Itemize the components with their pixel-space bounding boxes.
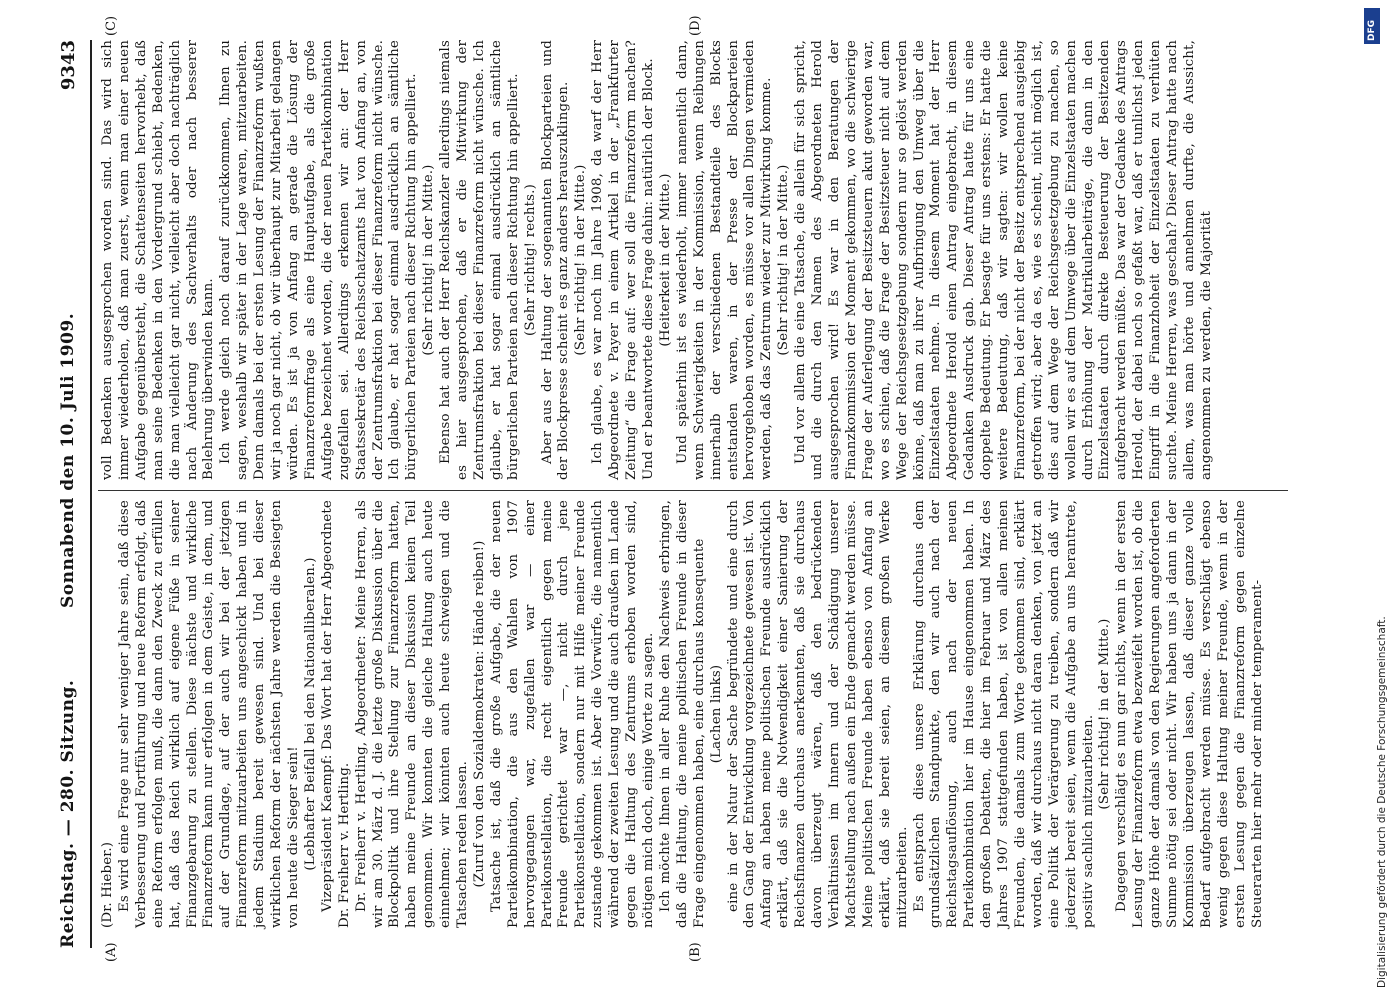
- paragraph: (Heiterkeit in der Mitte.): [657, 173, 673, 347]
- paragraph: (Lachen links): [708, 664, 724, 764]
- column-divider: [98, 490, 1288, 491]
- paragraph: Es entsprach diese unsere Erklärung durchaus dem grundsätzlichen Standpunkte, den wir auch nach der Reichstagsauflösung, auch nach der neuen Parteikombination hier im Hause eingenommen haben. In den großen Debatten, die hier im Februar und März des Jahres 1907 stattgefunden haben, ist von allen meinen Freunden, die damals zum Worte gekommen sind, erklärt worden, daß wir durchaus nicht daran denken, von jetzt an eine Politik der Verärgerung zu treiben, sondern daß wir jederzeit bereit seien, wenn die Aufgabe an uns herantrete, positiv sachlich mitzuarbeiten.: [911, 500, 1096, 928]
- paragraph: Aber aus der Haltung der sogenannten Blockparteien und der Blockpresse scheint es ganz anders herauszuklingen.: [539, 40, 572, 480]
- session-date: Sonnabend den 10. Juli 1909.: [58, 312, 78, 608]
- page-number: 9343: [58, 40, 79, 91]
- digitization-sidebar: [1362, 8, 1388, 998]
- paragraph: (Sehr richtig! in der Mitte.): [421, 164, 437, 356]
- paragraph: (Sehr richtig! rechts.): [522, 184, 538, 336]
- paragraph: (Sehr richtig! in der Mitte.): [573, 164, 589, 356]
- right-text-column: [100, 40, 1285, 480]
- margin-marker-d: (D): [688, 15, 703, 36]
- margin-marker-b: (B): [688, 942, 703, 962]
- page-header: [50, 40, 92, 948]
- paragraph: (Dr. Hieber.): [100, 841, 115, 928]
- paragraph: (Sehr richtig! in der Mitte.): [776, 164, 792, 356]
- dfg-credit-text: Digitalisierung gefördert durch die Deutsche Forschungsgemeinschaft.: [1376, 616, 1388, 988]
- paragraph: Und späterhin ist es wiederholt, immer namentlich dann, wenn Schwierigkeiten in der Kommission, wenn Reibungen innerhalb der verschiedenen Bestandteile des Blocks entstanden waren, in der Presse der Blockparteien hervorgehoben worden, es müsse vor allen Dingen vermieden werden, daß das Zentrum wieder zur Mitwirkung komme.: [674, 40, 775, 480]
- paragraph: Dr. Freiherr v. Hertling, Abgeordneter: Meine Herren, als wir am 30. März d. J. die letzte große Diskussion über die Blockpolitik und ihre Stellung zur Finanzreform hatten, haben meine Freunde an dieser Diskussion keinen Teil genommen. Wir konnten die gleiche Haltung auch heute einnehmen; wir könnten auch heute schweigen und die Tatsachen reden lassen.: [353, 500, 471, 928]
- session-title: Reichstag. — 280. Sitzung.: [58, 679, 78, 948]
- paragraph: Und vor allem die eine Tatsache, die allein für sich spricht, und die durch den Namen des Abgeordneten Herold ausgesprochen wird! Es war in den Beratungen der Finanzkommission der Moment gekommen, wo die schwierige Frage der Auferlegung der Besitzsteuern akut geworden war, wo es schien, daß die Frage der Besitzsteuer nicht auf dem Wege der Reichsgesetzgebung sondern nur so gelöst werden könne, daß man zu ihrer Aufbringung den Umweg über die Einzelstaaten nehme. In diesem Moment hat der Herr Abgeordnete Herold einen Antrag eingebracht, in diesem Gedanken Ausdruck gab. Dieser Antrag hatte für uns eine doppelte Bedeutung. Er besagte für uns erstens: Er hatte die weitere Bedeutung, daß wir sagten: wir wollen keine Finanzreform, bei der nicht der Besitz entsprechend ausgiebig getroffen wird; aber da es, wie es scheint, nicht möglich ist, dies auf dem Wege der Reichsgesetzgebung zu machen, so wollen wir es auf dem Umwege über die Einzelstaaten machen durch Erhöhung der Matrikularbeiträge, die dann in den Einzelstaaten durch direkte Besteuerung der Besitzenden aufgebracht werden müßte. Das war der Gedanke des Antrags Herold, der dabei noch so gefaßt war, daß er tunlichst jeden Eingriff in die Finanzhoheit der Einzelstaaten zu verhüten suchte. Meine Herren, was geschah? Dieser Antrag hatte nach allem, was man hörte und annehmen durfte, die Aussicht, angenommen zu werden, die Majorität: [793, 40, 1214, 480]
- paragraph: (Sehr richtig! in der Mitte.): [1097, 618, 1113, 810]
- paragraph: Vizepräsident Kaempf: Das Wort hat der Herr Abgeordnete Dr. Freiherr v. Hertling.: [319, 500, 352, 928]
- dfg-logo: DFG: [1364, 8, 1380, 44]
- paragraph: Ich möchte Ihnen in aller Ruhe den Nachweis erbringen, daß die Haltung, die meine politischen Freunde in dieser Frage eingenommen haben, eine durchaus konsequente: [657, 500, 707, 928]
- left-text-column: [100, 500, 1285, 928]
- paragraph: Ebenso hat auch der Herr Reichskanzler allerdings niemals es hier ausgesprochen, daß er die Mitwirkung der Zentrumsfraktion bei dieser Finanzreform nicht wünsche. Ich glaube, er hat sogar einmal ausdrücklich an sämtliche bürgerlichen Parteien nach dieser Richtung hin appelliert.: [438, 40, 521, 480]
- paragraph: (Zuruf von den Sozialdemokraten: Hände reiben!): [471, 540, 487, 888]
- paragraph: Ich glaube, es war noch im Jahre 1908, da warf der Herr Abgeordnete v. Payer in einem Artikel in der „Frankfurter Zeitung“ die Frage auf: wer soll die Finanzreform machen? Und er beantwortete diese Frage dahin: natürlich der Block.: [590, 40, 656, 480]
- paragraph: Ich werde gleich noch darauf zurückkommen, Ihnen zu sagen, weshalb wir später in der Lage waren, mitzuarbeiten. Denn damals bei der ersten Lesung der Finanzreform wußten wir ja noch gar nicht, ob wir überhaupt zur Mitarbeit gelangen würden. Es ist ja von Anfang an gerade die Lösung der Finanzreformfrage als eine Hauptaufgabe, als die große Aufgabe bezeichnet worden, die der neuen Parteikombination zugefallen sei. Allerdings erkennen wir an: der Herr Staatssekretär des Reichsschatzamts hat von Anfang an, von der Zentrumsfraktion bei dieser Finanzreform nicht wünsche. Ich glaube, er hat sogar einmal ausdrücklich an sämtliche bürgerlichen Parteien nach dieser Richtung hin appelliert.: [218, 40, 420, 480]
- paragraph: Es wird eine Frage nur sehr weniger Jahre sein, daß diese Verbesserung und Fortführung und neue Reform erfolgt, daß eine Reform erfolgen muß, die dann den Zweck zu erfüllen hat, daß das Reich wirklich auf eigene Füße in seiner Finanzgebarung zu stellen. Diese nächste und wirkliche Finanzreform kann nur erfolgen in dem Geiste, in dem, und auf der Grundlage, auf der auch wir bei der jetzigen Finanzreform mitzuarbeiten uns angeschickt haben und in jedem Stadium bereit gewesen sind. Und bei dieser wirklichen Reform der nächsten Jahre werden die Besiegten von heute die Sieger sein!: [116, 500, 301, 928]
- paragraph: Dagegen verschlägt es nun gar nichts, wenn in der ersten Lesung der Finanzreform etwa bezweifelt worden ist, ob die ganze Höhe der damals von den Regierungen angeforderten Summe nötig sei oder nicht. Wir haben uns ja dann in der Kommission überzeugen lassen, daß dieser ganze volle Bedarf aufgebracht werden müsse. Es verschlägt ebenso wenig gegen diese Haltung meiner Freunde, wenn in der ersten Lesung gegen die Finanzreform gegen einzelne Steuerarten hier mehr oder minder temperament-: [1114, 500, 1265, 928]
- margin-marker-c: (C): [104, 15, 119, 36]
- paragraph: voll Bedenken ausgesprochen worden sind. Das wird sich immer wiederholen, daß man zuerst, wenn man einer neuen Aufgabe gegenübersteht, die Schattenseiten hervorhebt, daß man seine Bedenken in den Vordergrund schiebt, Bedenken, die man vielleicht gar nicht, vielleicht aber doch nachträglich nach Änderung des Sachverhalts oder nach besserer Belehrung überwinden kann.: [100, 40, 217, 480]
- paragraph: eine in der Natur der Sache begründete und eine durch den Gang der Entwicklung vorgezeichnete gewesen ist. Von Anfang an haben meine politischen Freunde ausdrücklich erklärt, daß sie die Notwendigkeit einer Sanierung der Reichsfinanzen durchaus anerkennten, daß sie durchaus davon überzeugt wären, daß den bedrückenden Verhältnissen im Innern und der Schädigung unserer Machtstellung nach außen ein Ende gemacht werden müsse. Meine politischen Freunde haben ebenso von Anfang an erklärt, daß sie bereit seien, an diesem großen Werke mitzuarbeiten.: [725, 500, 910, 928]
- paragraph: Tatsache ist, daß die große Aufgabe, die der neuen Parteikombination, die aus den Wahlen von 1907 hervorgegangen war, zugefallen war — einer Parteikonstellation, die recht eigentlich gegen meine Freunde gerichtet war —, nicht durch jene Parteikonstellation, sondern nur mit Hilfe meiner Freunde zustande gekommen ist. Aber die Vorwürfe, die namentlich während der zweiten Lesung und die auch draußen im Lande gegen die Haltung des Zentrums erhoben worden sind, nötigen mich doch, einige Worte zu sagen.: [488, 500, 656, 928]
- paragraph: (Lebhafter Beifall bei den Nationalliberalen.): [302, 557, 318, 871]
- margin-marker-a: (A): [104, 942, 119, 962]
